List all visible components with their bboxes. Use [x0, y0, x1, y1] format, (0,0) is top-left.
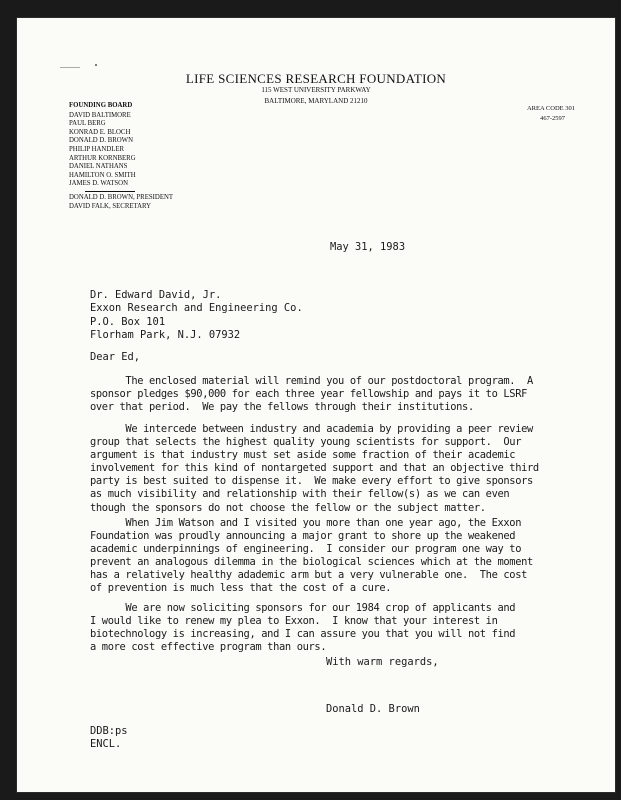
board-officer: DONALD D. BROWN, PRESIDENT — [69, 193, 174, 201]
closing: With warm regards, — [326, 656, 439, 668]
board-member: JAMES D. WATSON — [69, 180, 128, 188]
contact-info — [527, 104, 575, 124]
board-member: DAVID BALTIMORE — [69, 111, 131, 119]
recipient-po-box: P.O. Box 101 — [90, 315, 166, 328]
body-paragraph: We intercede between industry and academia by providing a peer review group that selects the highest quality young scientists for support. Our argument is that industry must set aside some fraction of their academic involvement for this kind of nontargeted support and that an objective third party is best suited to dispense it. We make every effort to give sponsors as much visibility and relationship with their fellow(s) as we can even though the sponsors do not choose the fellow or the subject matter. — [90, 423, 539, 514]
board-member: KONRAD E. BLOCH — [69, 128, 131, 136]
founding-board-heading: FOUNDING BOARD — [69, 102, 133, 109]
board-divider — [85, 191, 135, 192]
recipient-company: Exxon Research and Engineering Co. — [90, 302, 303, 315]
enclosure-note: ENCL. — [90, 738, 122, 751]
scan-dot — [95, 64, 97, 66]
body-paragraph: We are now soliciting sponsors for our 1984 crop of applicants and I would like to renew my plea to Exxon. I know that your interest in biotechnology is increasing, and I can assure you that you will not find a more cost effective program than ours. — [90, 602, 516, 654]
scan-mark — [60, 67, 80, 68]
board-member: PHILIP HANDLER — [69, 145, 125, 153]
area-code: AREA CODE 301 — [526, 105, 575, 112]
salutation: Dear Ed, — [90, 351, 141, 363]
typist-initials: DDB:ps — [90, 725, 128, 737]
reference-initials — [90, 725, 128, 752]
board-member: ARTHUR KORNBERG — [69, 154, 136, 162]
board-member: HAMILTON O. SMITH — [69, 171, 136, 179]
board-member: DONALD D. BROWN — [69, 137, 133, 145]
letter-date: May 31, 1983 — [330, 241, 406, 253]
letter-page — [17, 18, 615, 792]
recipient-name: Dr. Edward David, Jr. — [90, 289, 222, 301]
board-member: DANIEL NATHANS — [69, 163, 128, 171]
body-paragraph: The enclosed material will remind you of our postdoctoral program. A sponsor pledges $90,000 for each three year fellowship and pays it to LSRF over that period. We pay the fellows through their institutions. — [90, 375, 533, 414]
board-member: PAUL BERG — [69, 120, 106, 128]
phone-number: 467-2597 — [540, 115, 565, 122]
recipient-city: Florham Park, N.J. 07932 — [90, 329, 241, 342]
organization-name: LIFE SCIENCES RESEARCH FOUNDATION — [185, 71, 447, 86]
board-officer: DAVID FALK, SECRETARY — [69, 202, 152, 210]
organization-street: 115 WEST UNIVERSITY PARKWAY — [261, 86, 371, 94]
signature-name: Donald D. Brown — [326, 703, 420, 715]
recipient-address — [90, 289, 303, 343]
founding-board — [69, 102, 173, 211]
organization-city: BALTIMORE, MARYLAND 21210 — [264, 97, 368, 105]
body-paragraph: When Jim Watson and I visited you more than one year ago, the Exxon Foundation was proudly announcing a major grant to shore up the weakened academic underpinnings of engineering. I consider our program one way to prevent an analogous dilemma in the biological sciences which at the moment has a relatively healthy adademic arm but a very vulnerable one. The cost of prevention is much less that the cost of a cure. — [90, 517, 533, 595]
